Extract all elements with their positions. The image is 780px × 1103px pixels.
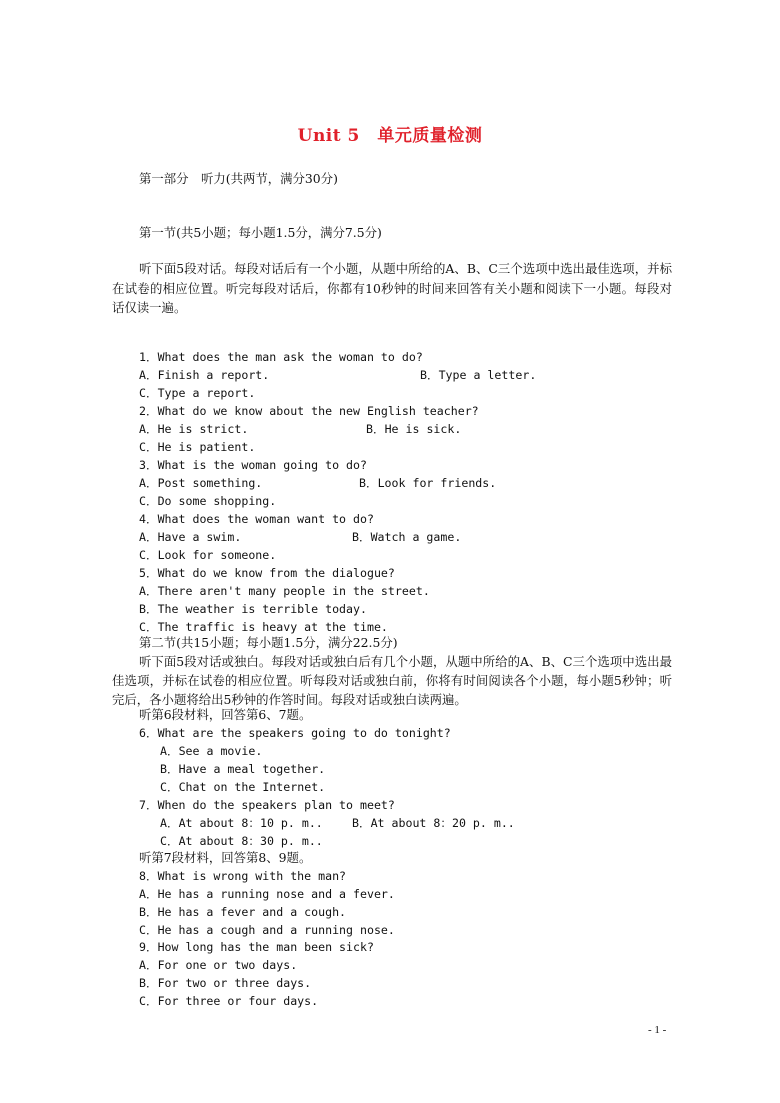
section1-instructions: 听下面5段对话。每段对话后有一个小题，从题中所给的A、B、C三个选项中选出最佳选项，并标在试卷的相应位置。听完每段对话后，你都有10秒钟的时间来回答有关小题和阅读下一小题。每段对话仅读一遍。 — [112, 261, 672, 315]
question-1-option-a: A．Finish a report. — [139, 368, 270, 382]
question-5-option-a: A．There aren't many people in the street. — [139, 584, 430, 598]
question-2-stem: 2．What do we know about the new English teacher? — [139, 404, 479, 418]
question-9-option-b: B．For two or three days. — [139, 976, 312, 990]
page-title: Unit 5 单元质量检测 — [297, 126, 483, 146]
question-6-option-a: A．See a movie. — [160, 744, 263, 758]
question-6-option-b: B．Have a meal together. — [160, 762, 326, 776]
question-8-option-b: B．He has a fever and a cough. — [139, 905, 347, 919]
page-number: - 1 - — [648, 1024, 667, 1036]
question-9-stem: 9．How long has the man been sick? — [139, 940, 374, 954]
question-4-option-b: B．Watch a game. — [352, 530, 462, 544]
question-4-option-a: A．Have a swim. — [139, 530, 242, 544]
question-3-stem: 3．What is the woman going to do? — [139, 458, 367, 472]
material-6-heading: 听第6段材料，回答第6、7题。 — [139, 707, 312, 722]
question-5-option-c: C．The traffic is heavy at the time. — [139, 620, 388, 634]
question-7-option-c: C．At about 8：30 p. m.. — [160, 834, 323, 848]
question-3-option-a: A．Post something. — [139, 476, 263, 490]
question-8-option-c: C．He has a cough and a running nose. — [139, 923, 395, 937]
question-2-option-b: B．He is sick. — [366, 422, 462, 436]
question-2-option-c: C．He is patient. — [139, 440, 256, 454]
question-6-stem: 6．What are the speakers going to do tonight? — [139, 726, 451, 740]
question-8-stem: 8．What is wrong with the man? — [139, 869, 347, 883]
question-3-option-b: B．Look for friends. — [359, 476, 497, 490]
question-3-option-c: C．Do some shopping. — [139, 494, 277, 508]
question-7-option-b: B．At about 8：20 p. m.. — [352, 816, 515, 830]
question-5-option-b: B．The weather is terrible today. — [139, 602, 367, 616]
question-9-option-c: C．For three or four days. — [139, 994, 319, 1008]
question-5-stem: 5．What do we know from the dialogue? — [139, 566, 395, 580]
question-7-option-a: A．At about 8：10 p. m.. — [160, 816, 323, 830]
question-4-stem: 4．What does the woman want to do? — [139, 512, 374, 526]
question-6-option-c: C．Chat on the Internet. — [160, 780, 326, 794]
section2-heading: 第二节(共15小题；每小题1.5分，满分22.5分) — [139, 635, 398, 650]
question-7-stem: 7．When do the speakers plan to meet? — [139, 798, 395, 812]
question-1-option-b: B．Type a letter. — [420, 368, 537, 382]
question-1-option-c: C．Type a report. — [139, 386, 256, 400]
question-8-option-a: A．He has a running nose and a fever. — [139, 887, 395, 901]
question-1-stem: 1．What does the man ask the woman to do? — [139, 350, 423, 364]
question-9-option-a: A．For one or two days. — [139, 958, 298, 972]
section2-instructions: 听下面5段对话或独白。每段对话或独白后有几个小题，从题中所给的A、B、C三个选项中选出最佳选项，并标在试卷的相应位置。听每段对话或独白前，你将有时间阅读各个小题，每小题5秒钟；听完后，各小题将给出5秒钟的作答时间。每段对话或独白读两遍。 — [112, 654, 672, 707]
material-7-heading: 听第7段材料，回答第8、9题。 — [139, 850, 312, 865]
section1-heading: 第一节(共5小题；每小题1.5分，满分7.5分) — [139, 225, 382, 240]
question-4-option-c: C．Look for someone. — [139, 548, 277, 562]
part1-heading: 第一部分 听力(共两节，满分30分) — [139, 171, 338, 186]
question-2-option-a: A．He is strict. — [139, 422, 249, 436]
